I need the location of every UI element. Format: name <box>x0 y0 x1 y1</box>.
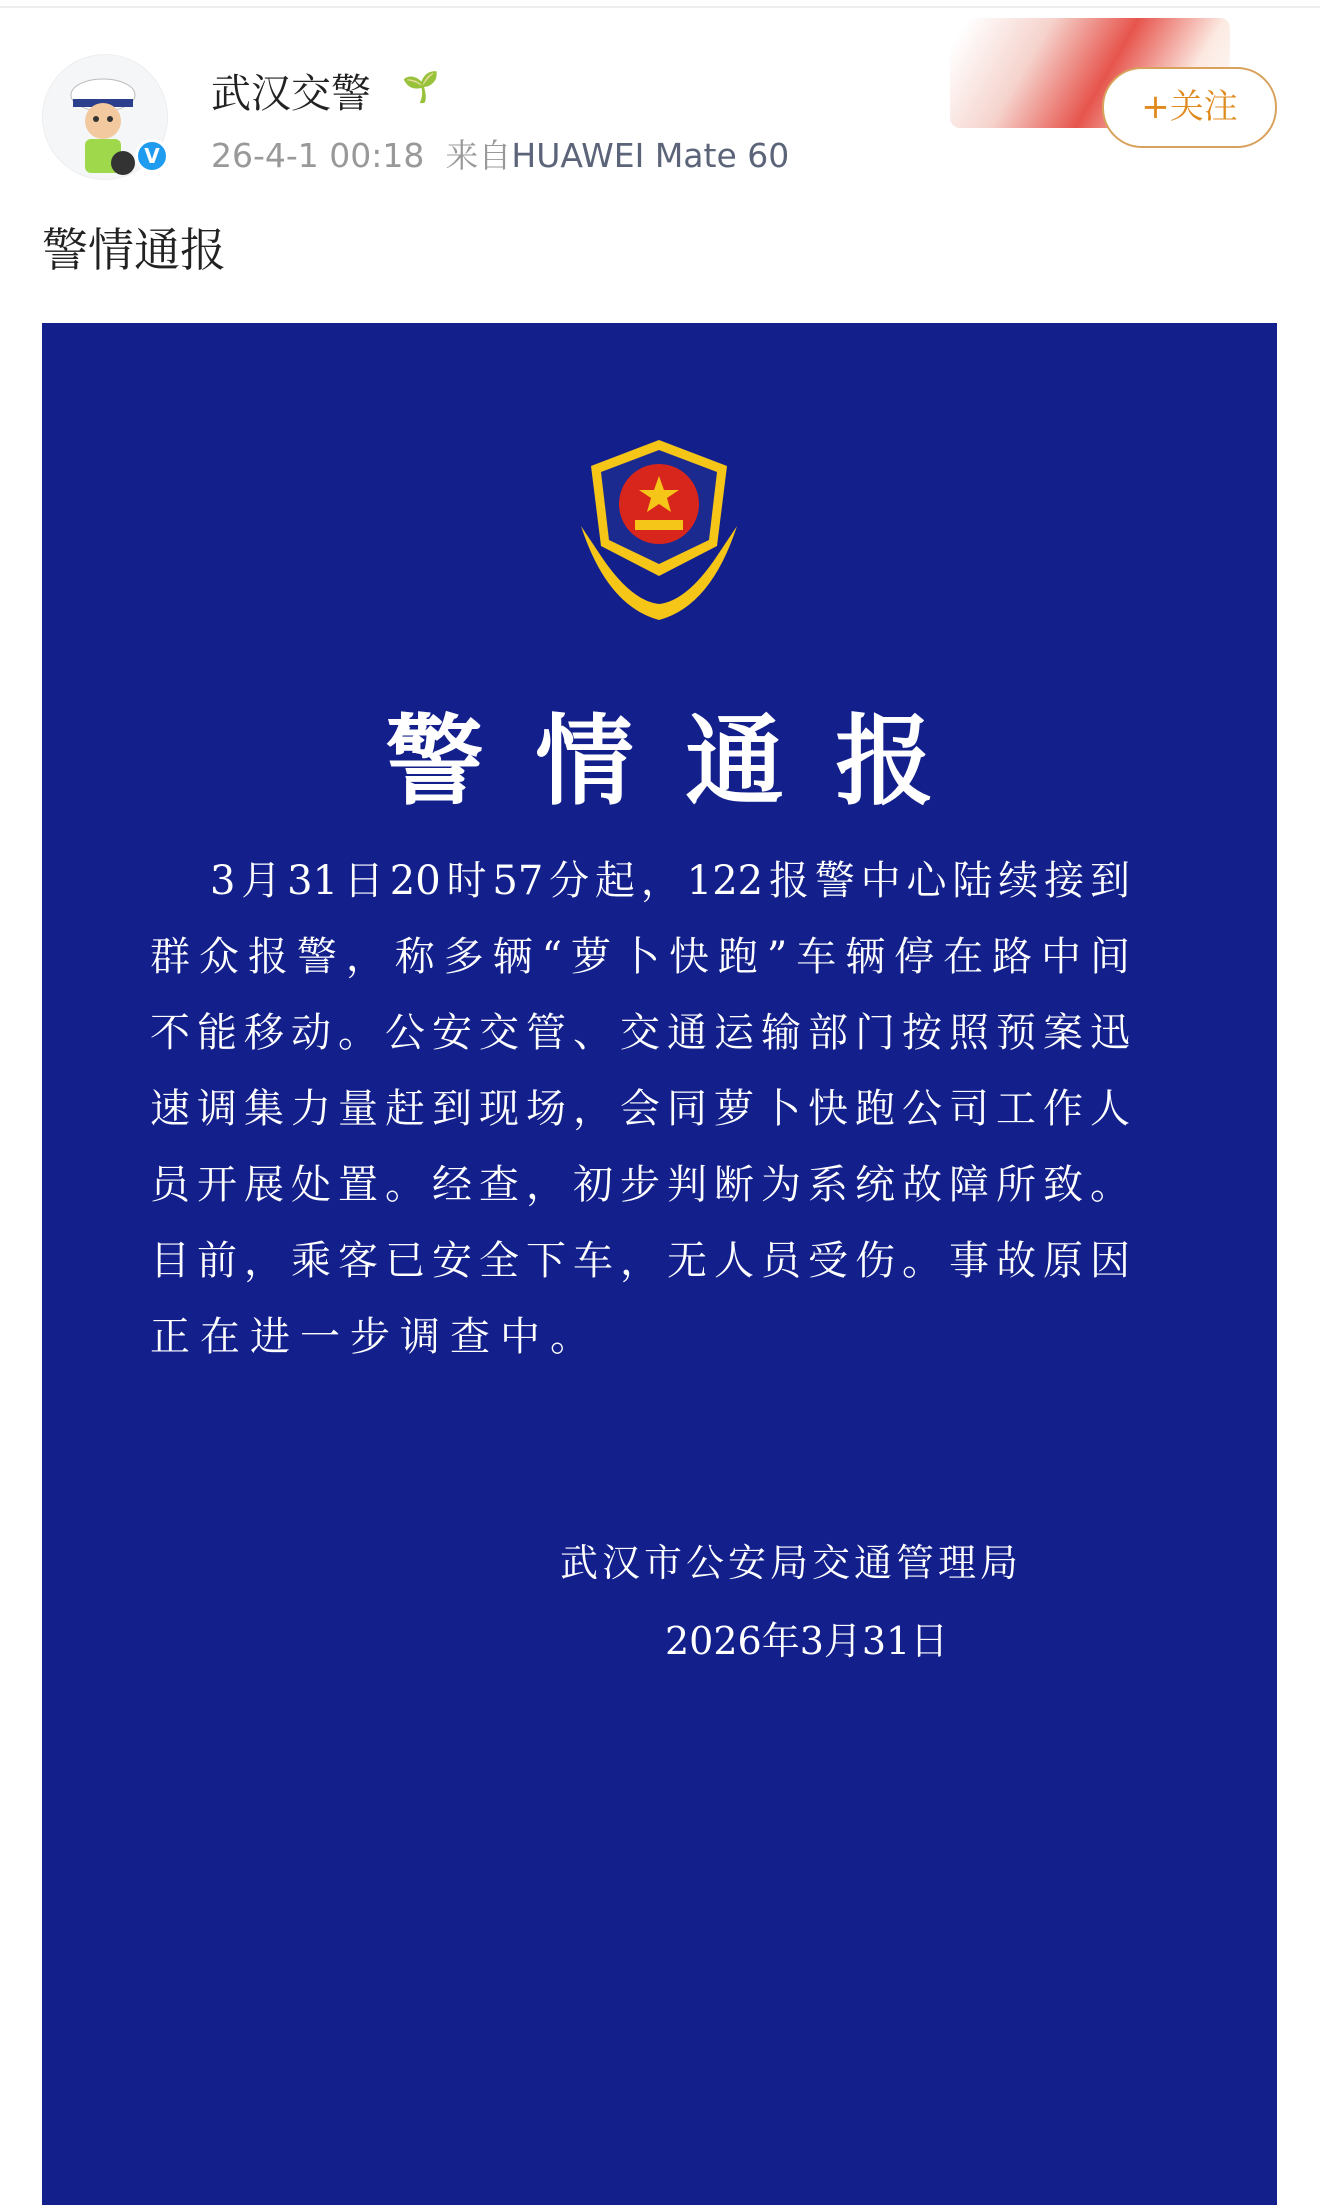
author-name[interactable]: 武汉交警 <box>211 71 371 117</box>
sprout-icon: 🌱 <box>402 70 440 105</box>
source-prefix: 来自 <box>445 136 512 175</box>
notice-date: 2026年3月31日 <box>665 1619 949 1663</box>
notice-title: 警情通报 <box>385 704 986 819</box>
notice-line: 正在进一步调查中。 <box>150 1314 600 1360</box>
post-text: 警情通报 <box>42 223 226 277</box>
police-emblem-icon <box>567 436 751 626</box>
source-device[interactable]: HUAWEI Mate 60 <box>511 136 790 175</box>
notice-line: 不能移动。公安交管、交通运输部门按照预案迅 <box>150 1010 1130 1056</box>
notice-line: 群众报警，称多辆“萝卜快跑”车辆停在路中间 <box>150 934 1130 980</box>
notice-line: 员开展处置。经查，初步判断为系统故障所致。 <box>150 1162 1130 1208</box>
verified-badge-icon: V <box>135 139 169 173</box>
notice-line: 速调集力量赶到现场，会同萝卜快跑公司工作人 <box>150 1086 1130 1132</box>
notice-issuer: 武汉市公安局交通管理局 <box>560 1541 1023 1585</box>
timestamp: 26-4-1 00:18 <box>211 136 425 175</box>
notice-line: 3月31日20时57分起，122报警中心陆续接到 <box>210 858 1130 904</box>
follow-button[interactable]: +关注 <box>1102 67 1277 148</box>
post-meta <box>211 130 789 177</box>
avatar[interactable] <box>42 54 168 180</box>
notice-line: 目前，乘客已安全下车，无人员受伤。事故原因 <box>150 1238 1130 1284</box>
notice-body <box>150 843 1130 1375</box>
top-divider <box>0 6 1320 8</box>
